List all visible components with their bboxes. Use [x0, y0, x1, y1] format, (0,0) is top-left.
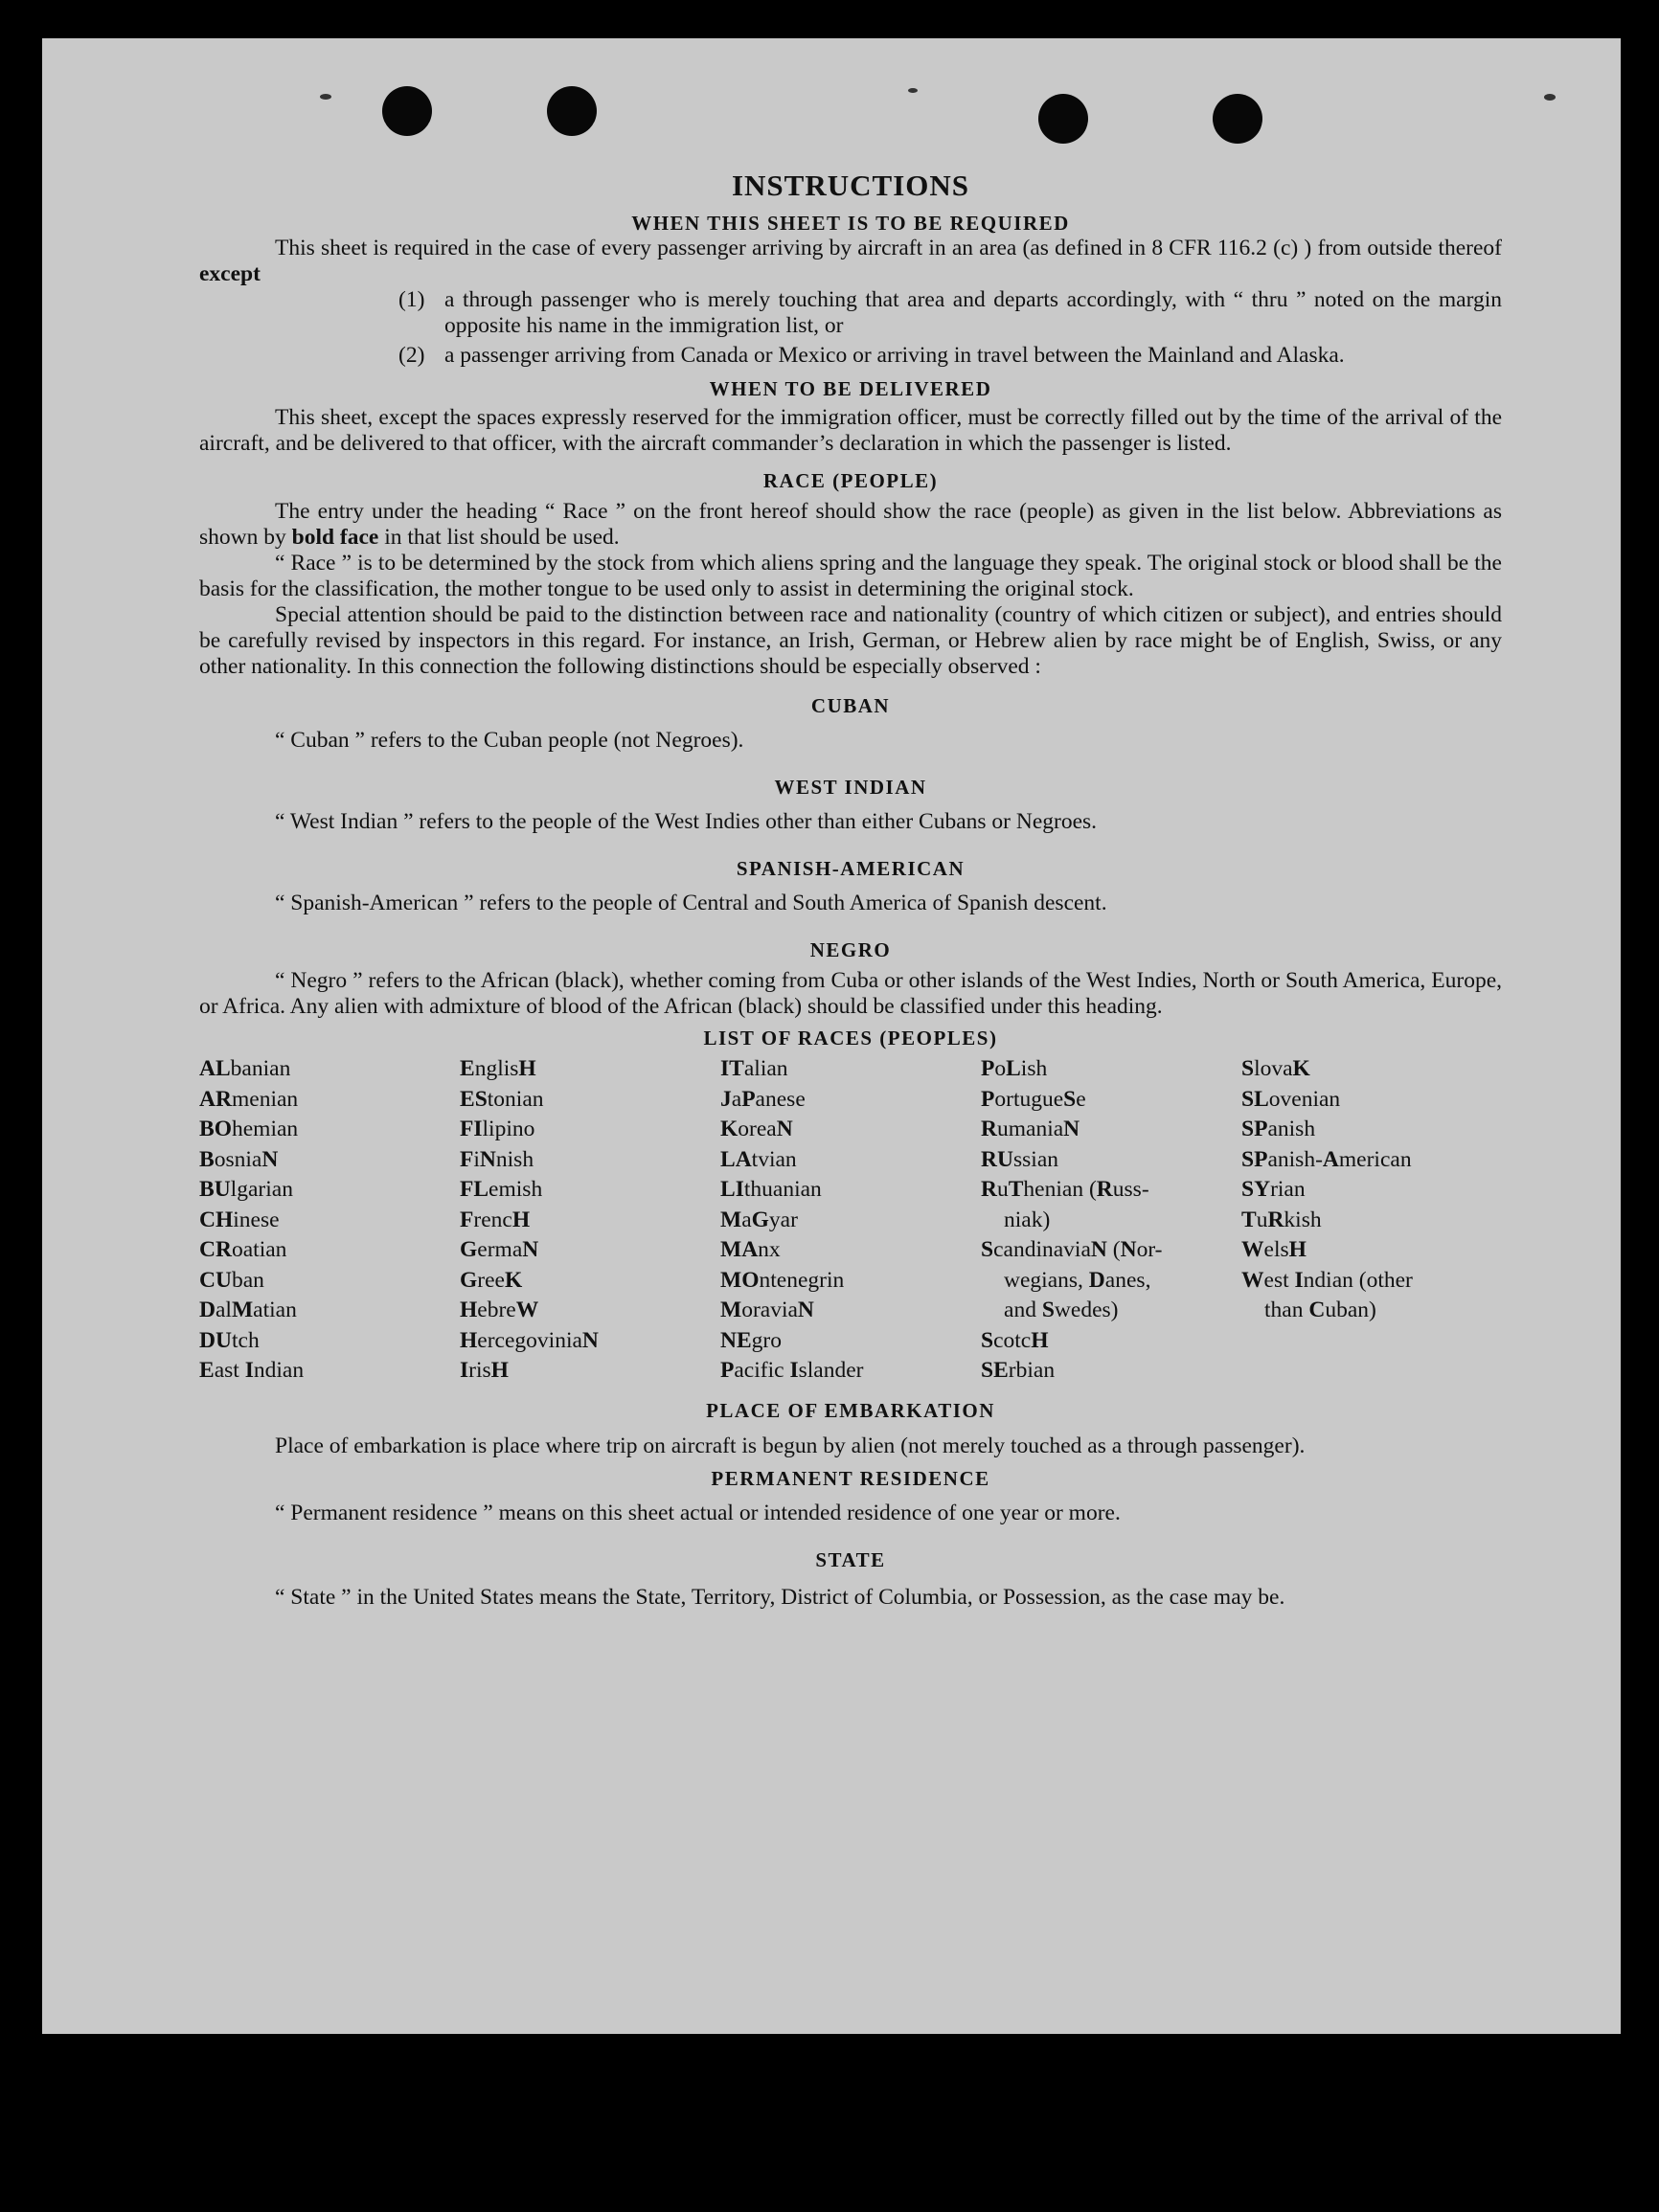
race-entry: DUtch	[199, 1327, 260, 1353]
paragraph: “ State ” in the United States means the State, Territory, District of Columbia, or Possession, as the case may be.	[275, 1584, 1285, 1610]
race-entry: SYrian	[1241, 1177, 1306, 1202]
race-entry: LIthuanian	[720, 1177, 822, 1202]
race-column	[460, 1054, 720, 1387]
race-entry: RUssian	[981, 1146, 1058, 1172]
race-entry: BOhemian	[199, 1117, 299, 1141]
page-title: INSTRUCTIONS	[731, 169, 969, 202]
race-entry: ScotcH	[981, 1327, 1049, 1353]
race-entry: MOntenegrin	[720, 1267, 845, 1293]
race-entry: HercegoviniaN	[460, 1327, 599, 1353]
race-entry: MAnx	[720, 1237, 781, 1262]
paragraph: “ Cuban ” refers to the Cuban people (not Negroes).	[275, 728, 744, 753]
race-entry: SErbian	[981, 1358, 1056, 1383]
race-entry: SlovaK	[1241, 1056, 1310, 1081]
race-entry: Pacific Islander	[720, 1358, 864, 1383]
race-entry: FiNnish	[460, 1146, 534, 1172]
section-heading: NEGRO	[809, 938, 892, 961]
section-heading: SPANISH-AMERICAN	[736, 857, 966, 880]
race-list	[199, 1054, 1502, 1387]
paragraph: “ Spanish-American ” refers to the people of Central and South America of Spanish descent.	[275, 891, 1107, 915]
instructions-content	[199, 169, 1502, 1614]
speck	[908, 88, 918, 93]
paragraph: “ Race ” is to be determined by the stock from which aliens spring and the language they speak. The original stock or blood shall be the basis for the classification, the mother tongue to be used only to assist in determining the original stock.	[199, 551, 1502, 601]
section-heading: WHEN TO BE DELIVERED	[709, 377, 992, 400]
punch-hole	[1213, 94, 1262, 144]
race-entry: SPanish-American	[1241, 1146, 1412, 1172]
section-heading: LIST OF RACES (PEOPLES)	[703, 1027, 998, 1050]
race-entry: ScandinaviaN (Nor- wegians, Danes, and Swedes)	[981, 1237, 1163, 1322]
race-entry: FLemish	[460, 1177, 543, 1202]
paragraph: Special attention should be paid to the distinction between race and nationality (country of which citizen or subject), and entries should be carefully revised by inspectors in this regard. For instance, an Irish, German, or Hebrew alien by race might be of English, Swiss, or any other nationality. In this connection the following distinctions should be especially observed :	[199, 602, 1502, 679]
race-entry: BUlgarian	[199, 1177, 293, 1202]
race-column	[1241, 1054, 1502, 1387]
race-entry: ITalian	[720, 1056, 788, 1081]
race-entry: BosniaN	[199, 1146, 279, 1172]
race-entry: SPanish	[1241, 1117, 1316, 1141]
paragraph: The entry under the heading “ Race ” on the front hereof should show the race (people) as given in the list below. Abbreviations as shown by bold face in that list should be used.	[199, 499, 1502, 550]
race-entry: HebreW	[460, 1298, 539, 1322]
section-heading: CUBAN	[810, 694, 891, 717]
race-entry: JaPanese	[720, 1086, 806, 1112]
document-sheet	[42, 38, 1621, 2034]
race-entry: RuThenian (Russ- niak)	[981, 1177, 1149, 1232]
race-entry: CRoatian	[199, 1237, 287, 1262]
race-entry: MoraviaN	[720, 1298, 814, 1322]
speck	[1544, 94, 1556, 101]
race-entry: CHinese	[199, 1207, 280, 1232]
paragraph: “ Negro ” refers to the African (black), whether coming from Cuba or other islands of the West Indies, North or South America, Europe, or Africa. Any alien with admixture of blood of the African (black) should be classified under this heading.	[199, 968, 1502, 1019]
race-entry: IrisH	[460, 1358, 509, 1383]
list-item: (1) a through passenger who is merely touching that area and departs accordingly, with “ thru ” noted on the margin opposite his name in the immigration list, or	[398, 287, 1502, 338]
race-entry: ALbanian	[199, 1056, 291, 1081]
race-entry: DalMatian	[199, 1298, 297, 1322]
race-entry: RumaniaN	[981, 1117, 1080, 1141]
race-entry: GreeK	[460, 1267, 523, 1293]
race-entry: WelsH	[1241, 1237, 1307, 1262]
punch-hole	[382, 86, 432, 136]
section-heading: PLACE OF EMBARKATION	[706, 1398, 995, 1422]
race-entry: CUban	[199, 1267, 264, 1293]
speck	[320, 94, 331, 100]
paragraph: This sheet, except the spaces expressly reserved for the immigration officer, must be correctly filled out by the time of the arrival of the aircraft, and be delivered to that officer, with the aircraft commander’s declaration in which the passenger is listed.	[199, 405, 1502, 456]
paragraph: “ Permanent residence ” means on this sheet actual or intended residence of one year or more.	[275, 1500, 1121, 1525]
section-heading: PERMANENT RESIDENCE	[711, 1466, 990, 1490]
paragraph: Place of embarkation is place where trip on aircraft is begun by alien (not merely touched as a through passenger).	[275, 1433, 1306, 1458]
race-entry: EnglisH	[460, 1056, 536, 1081]
race-column	[720, 1054, 981, 1387]
punch-hole	[1038, 94, 1088, 144]
section-heading: STATE	[815, 1547, 886, 1571]
race-entry: ARmenian	[199, 1086, 299, 1112]
race-entry: FIlipino	[460, 1117, 535, 1141]
race-column	[199, 1054, 460, 1387]
race-entry: MaGyar	[720, 1207, 798, 1232]
race-entry: SLovenian	[1241, 1086, 1341, 1112]
section-heading: WHEN THIS SHEET IS TO BE REQUIRED	[631, 212, 1070, 235]
section-heading: WEST INDIAN	[774, 776, 927, 799]
race-entry: KoreaN	[720, 1117, 793, 1141]
race-entry: FrencH	[460, 1207, 531, 1232]
race-entry: East Indian	[199, 1358, 305, 1383]
section-heading: RACE (PEOPLE)	[762, 469, 939, 492]
race-entry: PoLish	[981, 1056, 1048, 1081]
list-item: (2) a passenger arriving from Canada or Mexico or arriving in travel between the Mainland and Alaska.	[398, 343, 1345, 368]
race-entry: GermaN	[460, 1237, 539, 1262]
paragraph: “ West Indian ” refers to the people of the West Indies other than either Cubans or Negroes.	[275, 809, 1098, 834]
race-entry: PortugueSe	[981, 1086, 1086, 1112]
race-column	[981, 1054, 1241, 1387]
race-entry: West Indian (other than Cuban)	[1241, 1267, 1413, 1322]
race-entry: NEgro	[720, 1327, 782, 1353]
paragraph: This sheet is required in the case of every passenger arriving by aircraft in an area (as defined in 8 CFR 116.2 (c) ) from outside thereof except	[199, 236, 1502, 286]
race-entry: EStonian	[460, 1086, 544, 1112]
race-entry: LAtvian	[720, 1146, 797, 1172]
punch-hole	[547, 86, 597, 136]
race-entry: TuRkish	[1241, 1207, 1322, 1232]
